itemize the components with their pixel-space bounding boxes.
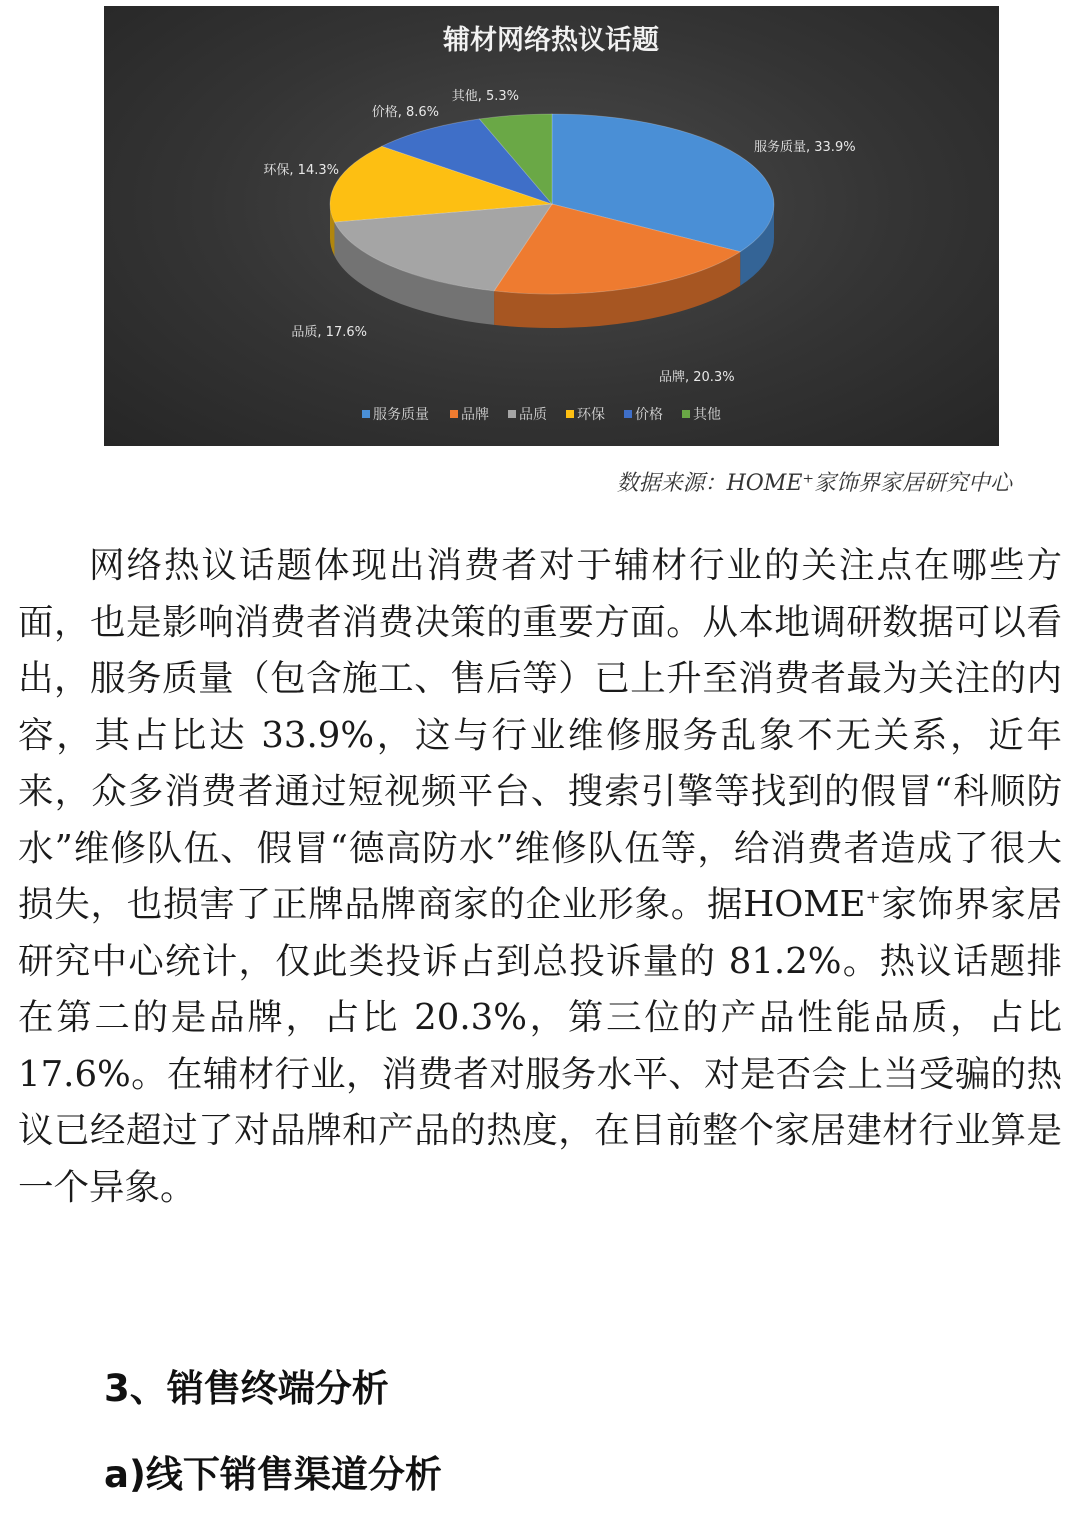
legend-swatch-other xyxy=(682,410,690,418)
data-label-price: 价格, 8.6% xyxy=(371,105,439,120)
home-brand-sup: + xyxy=(865,887,881,909)
chart-title: 辅材网络热议话题 xyxy=(443,25,659,56)
data-label-service-quality: 服务质量, 33.9% xyxy=(754,140,856,155)
data-label-quality: 品质, 17.6% xyxy=(291,325,367,340)
legend-label-price: 价格 xyxy=(635,407,663,423)
legend-label-other: 其他 xyxy=(693,407,721,423)
section-heading: 3、销售终端分析 xyxy=(104,1367,389,1410)
legend-swatch-quality xyxy=(508,410,516,418)
chart-legend xyxy=(362,406,721,423)
pie-chart-panel xyxy=(104,6,999,446)
legend-label-quality: 品质 xyxy=(519,407,547,423)
data-label-other: 其他, 5.3% xyxy=(451,89,519,104)
source-note: 数据来源：HOME⁺家饰界家居研究中心 xyxy=(616,471,1012,496)
sub-heading: a)线下销售渠道分析 xyxy=(104,1453,442,1496)
body-text-part-1: 网络热议话题体现出消费者对于辅材行业的关注点在哪些方面，也是影响消费者消费决策的重要方面。从本地调研数据可以看出，服务质量（包含施工、售后等）已上升至消费者最为关注的内容，其占比达 33.9%，这与行业维修服务乱象不无关系，近年来，众多消费者通过短视频平台、搜索引擎等找到的假冒“科顺防水”维修队伍、假冒“德高防水”维修队伍等，给消费者造成了很大损失，也损害了正牌品牌商家的企业形象。据 xyxy=(18,545,1062,925)
home-brand: HOME xyxy=(743,884,866,925)
data-label-brand: 品牌, 20.3% xyxy=(659,370,735,385)
legend-label-service-quality: 服务质量 xyxy=(373,407,429,423)
legend-label-brand: 品牌 xyxy=(461,407,489,423)
legend-label-eco: 环保 xyxy=(577,407,605,423)
pie-slices xyxy=(330,114,774,294)
data-label-eco: 环保, 14.3% xyxy=(263,163,339,178)
body-text-part-2: 家饰界家居研究中心统计，仅此类投诉占到总投诉量的 81.2%。热议话题排在第二的是品牌，占比 20.3%，第三位的产品性能品质，占比 17.6%。在辅材行业，消费者对服务水平、对是否会上当受骗的热议已经超过了对品牌和产品的热度，在目前整个家居建材行业算是一个异象。 xyxy=(18,884,1062,1208)
legend-swatch-eco xyxy=(566,410,574,418)
pie-chart xyxy=(104,6,999,446)
legend-swatch-price xyxy=(624,410,632,418)
legend-swatch-service-quality xyxy=(362,410,370,418)
legend-swatch-brand xyxy=(450,410,458,418)
body-paragraph xyxy=(18,538,1062,1216)
